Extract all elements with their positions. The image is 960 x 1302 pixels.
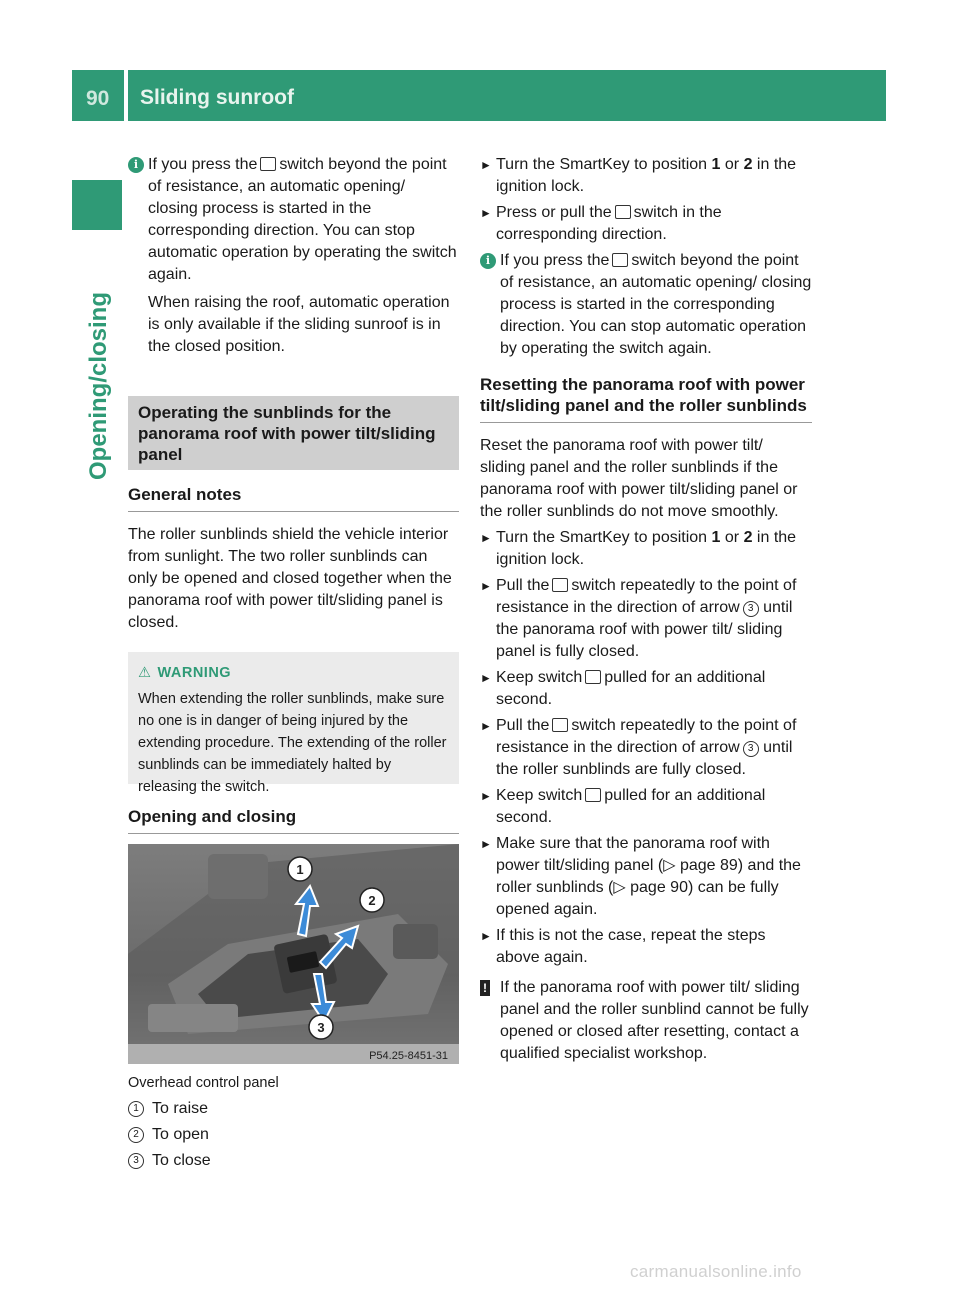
right-column xyxy=(480,154,812,1071)
instruction-step: ► Press or pull the switch in the corresponding direction. xyxy=(480,204,722,243)
arrow-number: 3 xyxy=(743,601,759,617)
overhead-panel-illustration xyxy=(128,844,459,1064)
info-note: i If you press the switch beyond the point of resistance, an automatic opening/ closing process is started in the corresponding direction. You can stop automatic operation by operating the switch again. xyxy=(480,250,812,360)
warning-title-text: WARNING xyxy=(157,665,232,681)
instruction-step: ► Keep switch pulled for an additional second. xyxy=(480,787,766,826)
warning-icon: ⚠ xyxy=(138,665,152,681)
figure-code: P54.25-8451-31 xyxy=(369,1050,448,1062)
switch-icon xyxy=(552,718,568,732)
info-icon: i xyxy=(480,253,496,269)
step-arrow-icon: ► xyxy=(480,837,492,851)
legend-item xyxy=(128,1150,459,1172)
legend-number: 3 xyxy=(128,1153,144,1169)
section-title: Operating the sunblinds for the panorama roof with power tilt/sliding panel xyxy=(128,396,459,470)
left-column xyxy=(128,154,459,1172)
general-notes-heading: General notes xyxy=(128,484,459,512)
step-arrow-icon: ► xyxy=(480,929,492,943)
figure-caption: Overhead control panel xyxy=(128,1075,279,1091)
page-number: 90 xyxy=(86,87,110,110)
instruction-step: ► If this is not the case, repeat the steps above again. xyxy=(480,927,766,966)
step-arrow-icon: ► xyxy=(480,719,492,733)
info-icon: i xyxy=(128,157,144,173)
warning-box xyxy=(128,652,459,795)
legend-text: To raise xyxy=(152,1100,209,1117)
header-separator xyxy=(124,70,128,121)
instruction-step: ► Keep switch pulled for an additional second. xyxy=(480,669,766,708)
note-text: switch beyond the point of resistance, an automatic opening/ closing process is started in the corresponding direction. You can stop automatic operation by operating the switch again. xyxy=(148,156,457,283)
switch-icon xyxy=(612,253,628,267)
switch-icon xyxy=(585,788,601,802)
caution-note xyxy=(480,977,812,1065)
warning-title xyxy=(138,662,451,684)
instruction-step: ► Turn the SmartKey to position 1 or 2 in the ignition lock. xyxy=(480,529,797,568)
legend-item xyxy=(128,1124,459,1146)
step-arrow-icon: ► xyxy=(480,579,492,593)
side-tab-label: Opening/closing xyxy=(85,291,112,480)
instruction-step: ► Turn the SmartKey to position 1 or 2 in the ignition lock. xyxy=(480,156,797,195)
footer-watermark: carmanualsonline.info xyxy=(630,1262,802,1281)
reset-text: Reset the panorama roof with power tilt/ sliding panel and the roller sunblinds if the panorama roof with power tilt/sliding panel or the roller sunblinds do not move smoothly. xyxy=(480,437,798,520)
step-arrow-icon: ► xyxy=(480,789,492,803)
callout-1-label: 1 xyxy=(296,862,304,877)
reset-heading: Resetting the panorama roof with power tilt/sliding panel and the roller sunblinds xyxy=(480,374,812,423)
switch-icon xyxy=(585,670,601,684)
warning-text: When extending the roller sunblinds, make sure no one is in danger of being injured by the extending procedure. The extending of the roller sunblinds can be immediately halted by releasing the switch. xyxy=(138,691,447,795)
switch-icon xyxy=(552,578,568,592)
legend-number: 2 xyxy=(128,1127,144,1143)
info-note xyxy=(128,154,459,358)
legend-text: To close xyxy=(152,1152,211,1169)
page-title: Sliding sunroof xyxy=(140,86,294,109)
caution-text: If the panorama roof with power tilt/ sliding panel and the roller sunblind cannot be fully opened or closed after resetting, contact a qualified specialist workshop. xyxy=(500,979,809,1062)
legend-item xyxy=(128,1098,459,1120)
step-arrow-icon: ► xyxy=(480,158,492,172)
arrow-number: 3 xyxy=(743,741,759,757)
step-arrow-icon: ► xyxy=(480,531,492,545)
note-text: When raising the roof, automatic operation is only available if the sliding sunroof is in the closed position. xyxy=(148,294,450,355)
callout-2-label: 2 xyxy=(368,893,376,908)
step-arrow-icon: ► xyxy=(480,671,492,685)
legend-text: To open xyxy=(152,1126,209,1143)
overhead-panel-figure xyxy=(128,844,459,1064)
legend-number: 1 xyxy=(128,1101,144,1117)
step-arrow-icon: ► xyxy=(480,206,492,220)
opening-closing-heading: Opening and closing xyxy=(128,806,459,834)
caution-icon: ! xyxy=(480,980,490,996)
instruction-step: ► Pull the switch repeatedly to the point of resistance in the direction of arrow 3 until the panorama roof with power tilt/ sliding panel is fully closed. xyxy=(480,577,797,660)
general-notes-text: The roller sunblinds shield the vehicle interior from sunlight. The two roller sunblinds can only be opened and closed together when the panorama roof with power tilt/sliding panel is closed. xyxy=(128,526,452,631)
callout-3-label: 3 xyxy=(317,1020,325,1035)
switch-icon xyxy=(260,157,276,171)
switch-icon xyxy=(615,205,631,219)
instruction-step: ► Pull the switch repeatedly to the point of resistance in the direction of arrow 3 until the roller sunblinds are fully closed. xyxy=(480,717,797,778)
instruction-step: ► Make sure that the panorama roof with power tilt/sliding panel (▷ page 89) and the roller sunblinds (▷ page 90) can be fully opened again. xyxy=(480,835,801,918)
note-text: If you press the xyxy=(148,156,258,173)
